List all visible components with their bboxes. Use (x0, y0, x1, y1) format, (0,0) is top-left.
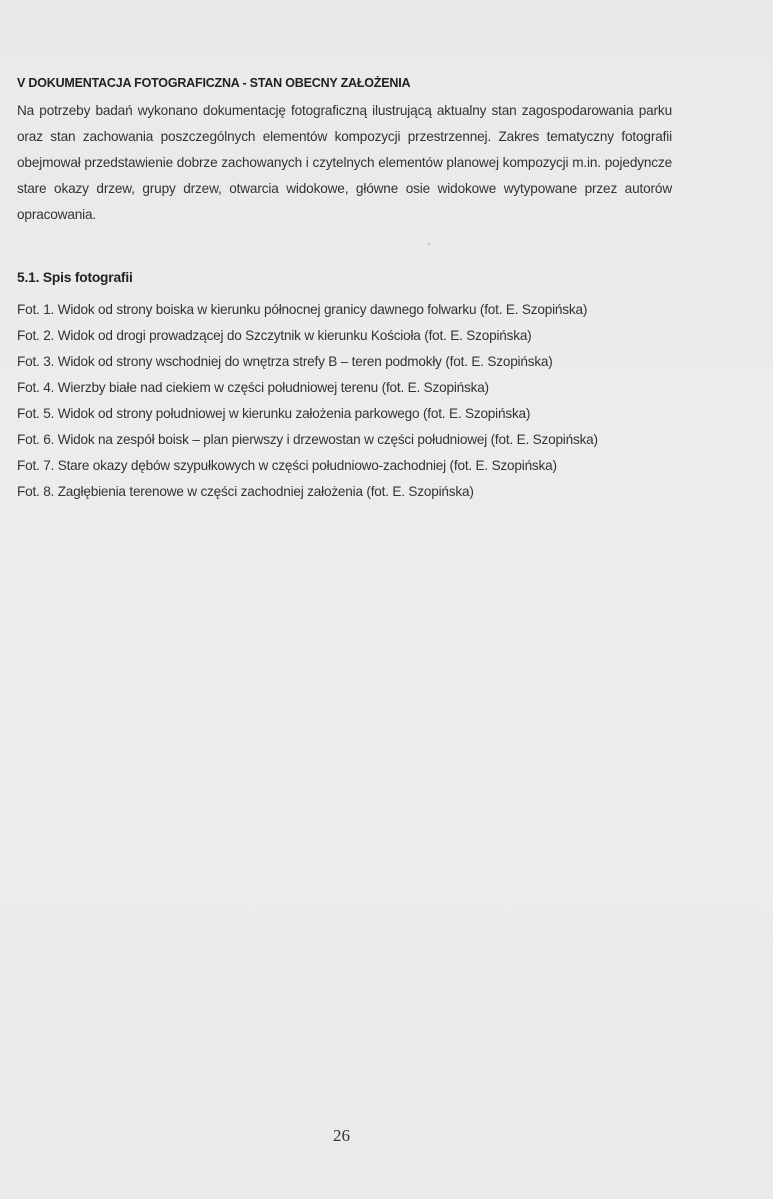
photo-list-item: Fot. 5. Widok od strony południowej w kierunku założenia parkowego (fot. E. Szopińska) (17, 406, 531, 421)
photo-list (17, 297, 598, 505)
intro-line: Na potrzeby badań wykonano dokumentację fotograficzną ilustrującą aktualny stan zagospodarowania parku (17, 103, 672, 118)
photo-list-item: Fot. 4. Wierzby białe nad ciekiem w części południowej terenu (fot. E. Szopińska) (17, 380, 489, 395)
intro-line: obejmował przedstawienie dobrze zachowanych i czytelnych elementów planowej kompozycji m.in. pojedyncze (17, 155, 672, 170)
photo-list-item: Fot. 2. Widok od drogi prowadzącej do Szczytnik w kierunku Kościoła (fot. E. Szopińska) (17, 328, 532, 343)
photo-list-item: Fot. 3. Widok od strony wschodniej do wnętrza strefy B – teren podmokły (fot. E. Szopińska) (17, 354, 553, 369)
chapter-heading: V DOKUMENTACJA FOTOGRAFICZNA - STAN OBECNY ZAŁOŻENIA (17, 76, 411, 90)
photo-list-item: Fot. 7. Stare okazy dębów szypułkowych w części południowo-zachodniej (fot. E. Szopińska) (17, 458, 557, 473)
photo-list-item: Fot. 6. Widok na zespół boisk – plan pierwszy i drzewostan w części południowej (fot. E. Szopińska) (17, 432, 598, 447)
page-number: 26 (333, 1126, 350, 1145)
photo-list-item: Fot. 1. Widok od strony boiska w kierunku północnej granicy dawnego folwarku (fot. E. Szopińska) (17, 302, 588, 317)
photo-list-item: Fot. 8. Zagłębienia terenowe w części zachodniej założenia (fot. E. Szopińska) (17, 484, 474, 499)
intro-line: opracowania. (17, 207, 97, 222)
intro-line: oraz stan zachowania poszczególnych elementów kompozycji przestrzennej. Zakres tematyczny fotografii (17, 129, 672, 144)
section-title: 5.1. Spis fotografii (17, 270, 133, 285)
intro-paragraph (17, 98, 672, 228)
scan-speck (428, 243, 430, 245)
intro-line: stare okazy drzew, grupy drzew, otwarcia widokowe, główne osie widokowe wytypowane przez autorów (17, 181, 672, 196)
